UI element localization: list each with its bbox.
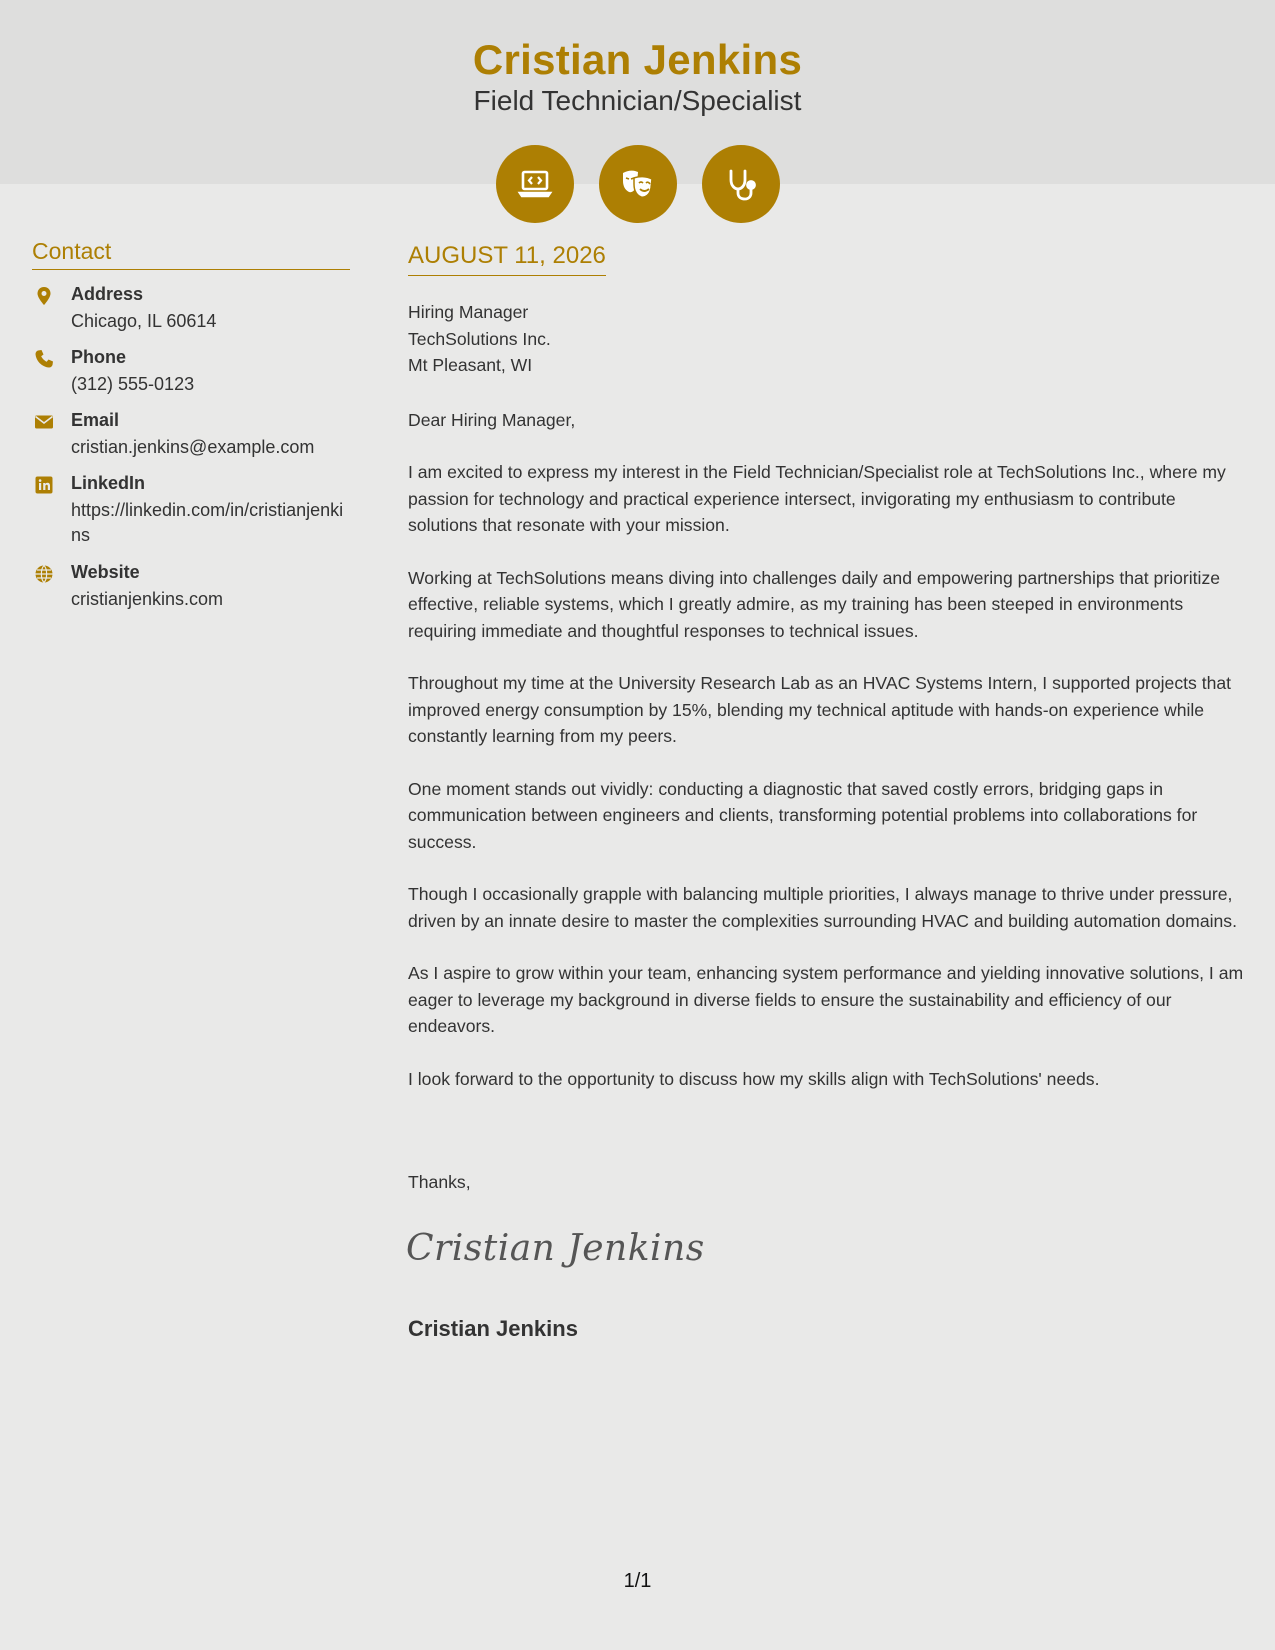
laptop-code-icon <box>496 145 574 223</box>
letter-paragraph: Working at TechSolutions means diving into challenges daily and empowering partnerships that prioritize effective, reliable systems, which I greatly admire, as my training has been steeped in environments requiring immediate and thoughtful responses to technical issues. <box>408 567 1221 641</box>
globe-icon <box>34 564 54 584</box>
page-number: 1/1 <box>623 1570 652 1592</box>
signer-name: Cristian Jenkins <box>408 1316 578 1341</box>
letter-date: AUGUST 11, 2026 <box>408 242 606 276</box>
contact-value[interactable]: https://linkedin.com/in/cristianjenkins <box>71 500 344 545</box>
letter-paragraph: Though I occasionally grapple with balancing multiple priorities, I always manage to thrive under pressure, driven by an innate desire to master the complexities surrounding HVAC and building automation domains. <box>408 884 1237 931</box>
letter-body <box>408 299 1248 1118</box>
salutation: Dear Hiring Manager, <box>408 409 576 430</box>
envelope-icon <box>34 412 54 432</box>
contact-value: Chicago, IL 60614 <box>71 311 217 331</box>
letter-paragraph: Throughout my time at the University Research Lab as an HVAC Systems Intern, I supported projects that improved energy consumption by 15%, blending my technical aptitude with hands-on experience while constantly learning from my peers. <box>408 673 1232 746</box>
letter-paragraph: I look forward to the opportunity to discuss how my skills align with TechSolutions' needs. <box>408 1068 1100 1089</box>
recipient-line: TechSolutions Inc. <box>408 328 551 349</box>
candidate-role: Field Technician/Specialist <box>473 85 802 116</box>
recipient-line: Hiring Manager <box>408 302 529 322</box>
closing: Thanks, <box>408 1172 471 1192</box>
contact-value[interactable]: cristianjenkins.com <box>71 589 224 609</box>
phone-icon <box>34 349 54 369</box>
letter-paragraph: One moment stands out vividly: conducting a diagnostic that saved costly errors, bridging gaps in communication between engineers and clients, transforming potential problems into collaborations for success. <box>408 778 1198 852</box>
linkedin-icon <box>34 475 54 495</box>
contact-label: Phone <box>71 347 127 367</box>
candidate-name: Cristian Jenkins <box>472 36 803 83</box>
recipient-line: Mt Pleasant, WI <box>408 355 533 375</box>
letter-paragraph: I am excited to express my interest in the Field Technician/Specialist role at TechSolutions Inc., where my passion for technology and practical experience intersect, invigorating my enthusiasm to contribute solutions that resonate with your mission. <box>408 462 1226 535</box>
letter-paragraph: As I aspire to grow within your team, enhancing system performance and yielding innovative solutions, I am eager to leverage my background in diverse fields to ensure the sustainability and efficiency of our endeavors. <box>408 963 1244 1036</box>
contact-section-title: Contact <box>32 238 350 270</box>
recipient-block <box>408 299 1248 379</box>
theater-masks-icon <box>599 145 677 223</box>
handwritten-signature: Cristian Jenkins <box>406 1228 705 1269</box>
contact-value: cristian.jenkins@example.com <box>71 437 315 457</box>
contact-label: LinkedIn <box>71 473 146 493</box>
contact-value: (312) 555-0123 <box>71 374 195 394</box>
contact-label: Address <box>71 284 144 304</box>
contact-label: Email <box>71 410 120 430</box>
contact-label: Website <box>71 562 140 582</box>
map-marker-icon <box>34 286 54 306</box>
stethoscope-icon <box>702 145 780 223</box>
